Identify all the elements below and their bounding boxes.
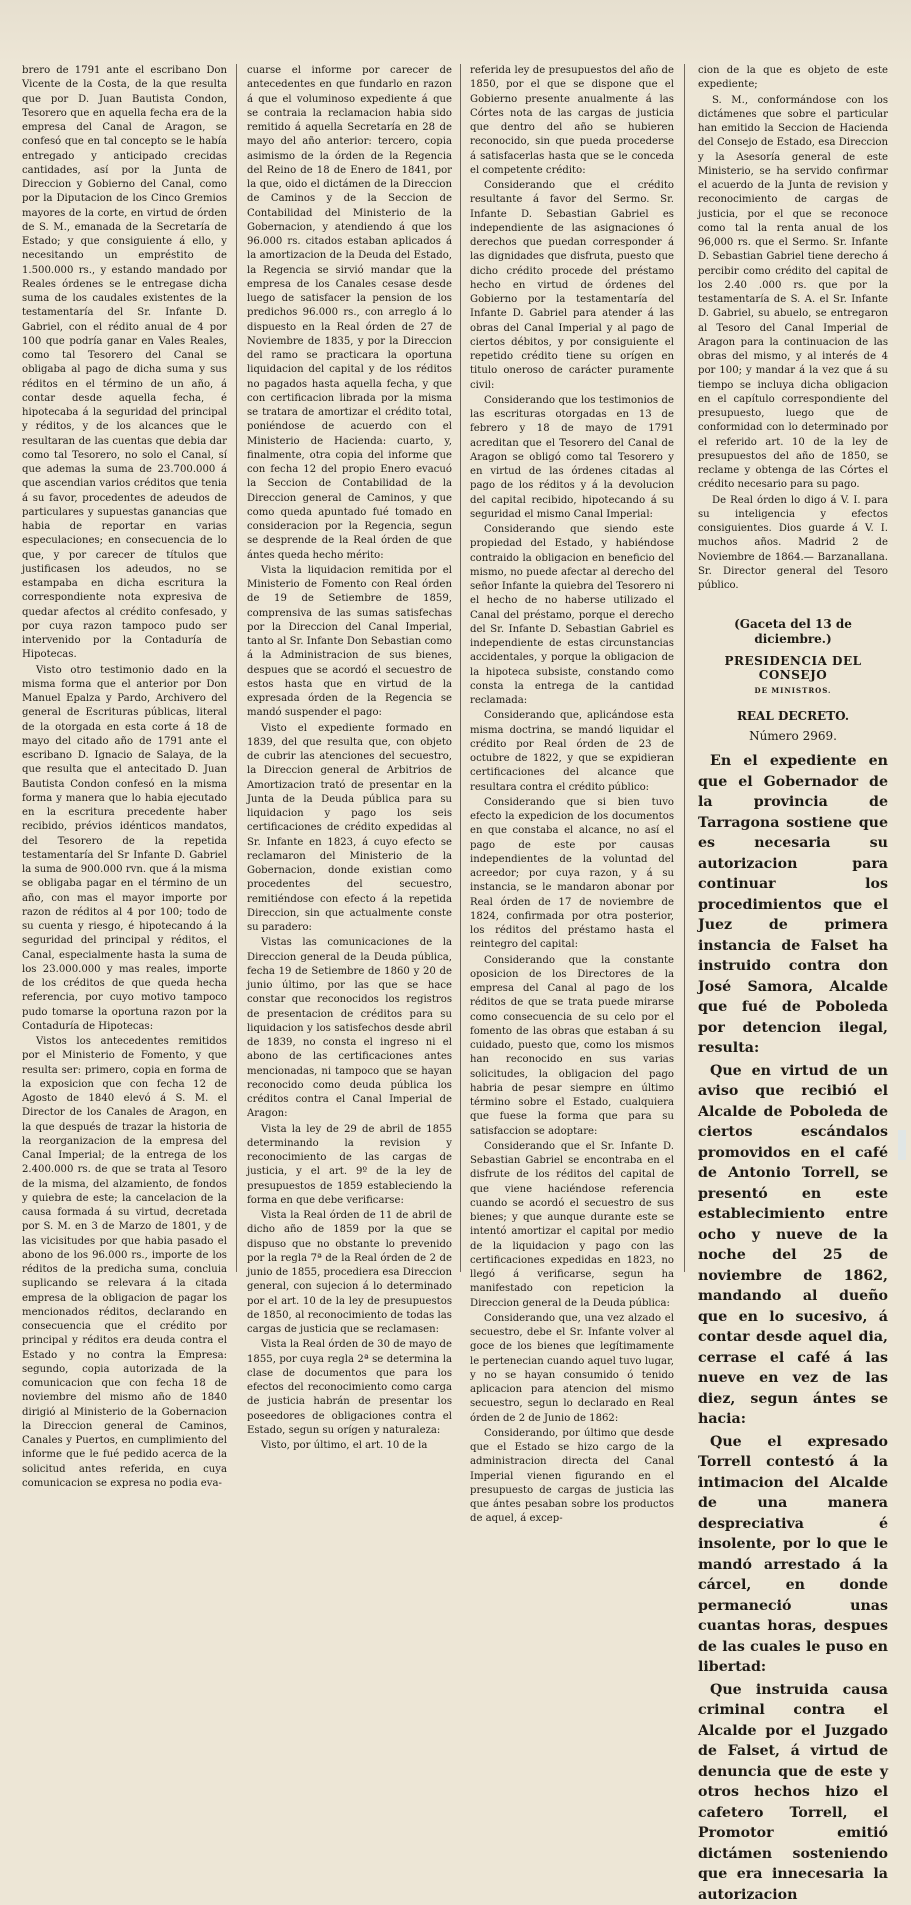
column-4 [698, 64, 888, 1272]
paragraph: Considerando que siendo este propiedad del Estado, y habiéndose contraido la obligacion en beneficio del mismo, no puede afectar al derecho del señor Infante la quiebra del Tesorero ni el hecho de no haberse utilizado el Canal del préstamo, porque el derecho del Sr. Infante D. Sebastian Gabriel es independiente de estas circunstancias accidentales, y porque la obligacion de la hipoteca subsiste, constando como consta la entrega de la cantidad reclamada: [470, 523, 674, 708]
page-top-margin [0, 0, 911, 64]
column-1 [22, 64, 227, 1272]
paragraph: Considerando que el crédito resultante á favor del Sermo. Sr. Infante D. Sebastian Gabriel es independiente de las asignaciones ó derechos que puedan corresponder á las dignidades que disfruta, puesto que dicho crédito procede del préstamo hecho en virtud de órdenes del Gobierno por la testamentaría del Infante D. Gabriel para atender á las obras del Canal Imperial y al pago de ciertos débitos, y por consiguiente el repetido crédito tiene su orígen en titulo oneroso de carácter puramente civil: [470, 179, 674, 393]
paragraph: Vistas las comunicaciones de la Direccion general de la Deuda pública, fecha 19 de Setiembre de 1860 y 20 de junio último, por las que se hace constar que reconocidos los registros de presentacion de créditos para su liquidacion y los satisfechos desde abril de 1839, no consta el ingreso ni el abono de las certificaciones antes mencionadas, ni tampoco que se hayan reconocido como deuda pública los créditos contra el Canal Imperial de Aragon: [247, 936, 452, 1121]
paragraph: Considerando que, una vez alzado el secuestro, debe el Sr. Infante volver al goce de los bienes que legítimamente le pertenecian cuando aquel tuvo lugar, y no se hayan consumido ó tenido aplicacion para atencion del mismo secuestro, segun lo declarado en Real órden de 2 de Junio de 1862: [470, 1312, 674, 1426]
paragraph: cion de la que es objeto de este expediente; [698, 64, 888, 93]
paragraph: Vista la ley de 29 de abril de 1855 determinando la revision y reconocimiento de las cargas de justicia, y el art. 9º de la ley de presupuestos de 1859 estableciendo la forma en que debe verificarse: [247, 1123, 452, 1209]
paragraph: brero de 1791 ante el escribano Don Vicente de la Costa, de la que resulta que por D. Juan Bautista Condon, Tesorero que en aquella fecha era de la empresa del Canal de Aragon, se confesó que en tal concepto se le había entregado y anticipado crecidas cantidades, así por la Junta de Direccion y Gobierno del Canal, como por la Diputacion de los Cinco Gremios mayores de la corte, en virtud de órden de S. M., emanada de la Secretaría de Estado; y que consiguiente á ello, y necesitando un empréstito de 1.500.000 rs., y estando mandado por Reales órdenes se le entregase dicha suma de los caudales existentes de la testamentaría del Sr. Infante D. Gabriel, con el rédito anual de 4 por 100 que podría ganar en Vales Reales, como tal Tesorero del Canal se obligaba al pago de dicha suma y sus réditos en el término de un año, á contar desde aquella fecha, é hipotecaba á la seguridad del principal y réditos, y de los alcances que le resultaran de las cuentas que debia dar como tal Tesorero, no solo el Canal, sí que ademas la suma de 23.700.000 á que ascendian varios créditos que tenia á su favor, procedentes de adeudos de particulares y supuestas ganancias que habia de reportar en varias especulaciones; en consecuencia de lo que, y por carecer de títulos que justificasen los adeudos, no se estampaba en dicha escritura la correspondiente nota expresiva de quedar afectos al crédito confesado, y por cuya razon tampoco pudo ser intervenido por la Contaduría de Hipotecas. [22, 64, 227, 663]
paragraph: Visto el expediente formado en 1839, del que resulta que, con objeto de cubrir las atenciones del secuestro, la Direccion general de Arbitrios de Amortizacion trató de presentar en la Junta de la Deuda pública para su liquidacion y pago los seis certificaciones de crédito expedidas al Sr. Infante en 1823, á cuyo efecto se reclamaron del Ministerio de la Gobernacion, donde existian como procedentes del secuestro, remitiéndose con efecto á la repetida Direccion, sin que actualmente conste su paradero: [247, 722, 452, 936]
paragraph: Considerando que los testimonios de las escrituras otorgadas en 13 de febrero y 18 de mayo de 1791 acreditan que el Tesorero del Canal de Aragon se obligó como tal Tesorero y en virtud de las órdenes citadas al pago de los réditos y á la devolucion del capital recibido, hipotecando á su seguridad el mismo Canal Imperial: [470, 394, 674, 522]
paragraph: Considerando que si bien tuvo efecto la expedicion de los documentos en que constaba el alcance, no así el pago de este por causas independientes de la voluntad del acreedor; por cuya razon, y á su instancia, se le mandaron abonar por Real órden de 17 de noviembre de 1824, confirmada por otra posterior, los réditos del préstamo hasta el reintegro del capital: [470, 796, 674, 953]
paragraph: referida ley de presupuestos del año de 1850, por el que se dispone que el Gobierno presente anualmente á las Córtes nota de las cargas de justicia que dentro del año se hubieren reconocido, sin que pueda procederse á satisfacerlas hasta que se le conceda el competente crédito: [470, 64, 674, 178]
paragraph: Visto otro testimonio dado en la misma forma que el anterior por Don Manuel Epalza y Pardo, Archivero del general de Escrituras públicas, literal de la otorgada en esta corte á 18 de mayo del citado año de 1791 ante el escribano D. Ignacio de Salaya, de la que resulta que el antecitado D. Juan Bautista Condon confesó en la misma forma y manera que lo habia ejecutado en la escritura precedente haber recibido, prévios idénticos mandatos, del Tesorero de la repetida testamentaría del Sr Infante D. Gabriel la suma de 900.000 rvn. que á la misma se obligaba pagar en el término de un año, con mas el mayor importe por razon de réditos al 4 por 100; todo de su cuenta y riesgo, é hipotecando á la seguridad del principal y réditos, el Canal, especialmente hasta la suma de los 23.000.000 y mas reales, importe de los créditos de que queda hecha referencia, por cuyo motivo tampoco pudo tomarse la oportuna razon por la Contaduría de Hipotecas: [22, 664, 227, 1035]
paragraph: Vista la Real órden de 11 de abril de dicho año de 1859 por la que se dispuso que no obstante lo prevenido por la regla 7ª de la Real órden de 2 de junio de 1855, procediera esa Direccion general, con sujecion á lo determinado por el art. 10 de la ley de presupuestos de 1850, al reconocimiento de todas las cargas de justicia que se reclamasen: [247, 1209, 452, 1337]
paper-stain [898, 1130, 906, 1160]
column-divider [684, 64, 685, 1272]
paragraph: Considerando que la constante oposicion de los Directores de la empresa del Canal al pago de los réditos de que se trata puede mirarse como consecuencia de su celo por el fomento de las obras que estaban á su cuidado, puesto que, como los mismos han reconocido en sus varias solicitudes, la obligacion del pago habria de pesar siempre en último término sobre el Estado, cualquiera que fuese la forma que para su satisfaccion se adoptare: [470, 954, 674, 1139]
paragraph: Considerando, por último que desde que el Estado se hizo cargo de la administracion directa del Canal Imperial vienen figurando en el presupuesto de cargas de justicia las que ántes pesaban sobre los productos de aquel, á excep- [470, 1427, 674, 1527]
paragraph: Vista la liquidacion remitida por el Ministerio de Fomento con Real órden de 19 de Setiembre de 1859, comprensiva de las sumas satisfechas por la Direccion del Canal Imperial, tanto al Sr. Infante Don Sebastian como á la Administracion de sus bienes, despues que se acordó el secuestro de estos hasta que en virtud de la expresada órden de la Regencia se mandó suspender el pago: [247, 564, 452, 721]
paragraph: Vistos los antecedentes remitidos por el Ministerio de Fomento, y que resulta ser: primero, copia en forma de la exposicion que con fecha 12 de Agosto de 1840 elevó á S. M. el Director de los Canales de Aragon, en la que después de trazar la historia de la reorganizacion de la empresa del Canal Imperial; de la entrega de los 2.400.000 rs. de que se trata al Tesoro de la misma, del alzamiento, de fondos y quiebra de este; la cancelacion de la causa formada á su virtud, decretada por S. M. en 3 de Marzo de 1801, y de las vicisitudes por que habia pasado el abono de los 96.000 rs., importe de los réditos de la predicha suma, concluia suplicando se relevara á la citada empresa de la obligacion de pagar los mencionados réditos, declarando en consecuencia que el crédito por principal y réditos era deuda contra el Estado y no contra la Empresa: segundo, copia autorizada de la comunicacion que con fecha 18 de noviembre del mismo año de 1840 dirigió al Ministerio de la Gobernacion la Direccion general de Caminos, Canales y Puertos, en cumplimiento del informe que le fué pedido acerca de la solicitud antes referida, en cuya comunicacion se expresa no podia eva- [22, 1035, 227, 1491]
paragraph: Considerando que, aplicándose esta misma doctrina, se mandó liquidar el crédito por Real órden de 23 de octubre de 1822, y que se expidieran certificaciones del alcance que resultara contra el crédito público: [470, 709, 674, 795]
column-divider [236, 64, 237, 1272]
ministers-subheading: DE MINISTROS. [698, 684, 888, 698]
paragraph: Considerando que el Sr. Infante D. Sebastian Gabriel se encontraba en el disfrute de los réditos del capital de que viene haciéndose referencia cuando se acordó el secuestro de sus bienes; y que aunque durante este se intentó amortizar el capital por medio de la liquidacion y pago con las certificaciones expedidas en 1823, no llegó á verificarse, segun ha manifestado con repeticion la Direccion general de la Deuda pública: [470, 1140, 674, 1311]
section-header [698, 617, 888, 743]
decree-paragraph: Que instruida causa criminal contra el Alcalde por el Juzgado de Falset, á virtud de denuncia que de este y otros hechos hizo el cafetero Torrell, el Promotor emitió dictámen sosteniendo que era innecesaria la autorizacion [698, 1680, 888, 1905]
paragraph: Visto, por último, el art. 10 de la [247, 1439, 452, 1453]
decree-paragraph: Que en virtud de un aviso que recibió el Alcalde de Poboleda de ciertos escándalos promovidos en el café de Antonio Torrell, se presentó en este establecimiento entre ocho y nueve de la noche del 25 de noviembre de 1862, mandando al dueño que en lo sucesivo, á contar desde aquel dia, cerrase el café á las nueve en vez de las diez, segun ántes se hacia: [698, 1061, 888, 1430]
presidency-heading: PRESIDENCIA DEL CONSEJO [698, 654, 888, 683]
decree-body [698, 751, 888, 1905]
decree-paragraph: En el expediente en que el Gobernador de la provincia de Tarragona sostiene que es necesaria su autorizacion para continuar los procedimientos que el Juez de primera instancia de Falset ha instruido contra don José Samora, Alcalde que fué de Poboleda por detencion ilegal, resulta: [698, 751, 888, 1059]
column-2 [247, 64, 452, 1272]
column-3 [470, 64, 674, 1272]
decree-title: REAL DECRETO. [698, 709, 888, 723]
paragraph: S. M., conformándose con los dictámenes que sobre el particular han emitido la Seccion de Hacienda del Consejo de Estado, esa Direccion y la Asesoría general de este Ministerio, se ha servido confirmar el acuerdo de la Junta de revision y reconocimiento de cargas de justicia, por el que se reconoce como tal la renta anual de los 96,000 rs. que el Sermo. Sr. Infante D. Sebastian Gabriel tiene derecho á percibir como crédito del capital de los 2.40 .000 rs. que por la testamentaría de S. A. el Sr. Infante D. Gabriel, su abuelo, se entregaron al Tesoro del Canal Imperial de Aragon para la continuacion de las obras del mismo, y al interés de 4 por 100; y mandar á la vez que á su tiempo se incluya dicha obligacion en el capítulo correspondiente del presupuesto, luego que de conformidad con lo determinado por el referido art. 10 de la ley de presupuestos del año de 1850, se reclame y obtenga de las Córtes el crédito necesario para su pago. [698, 94, 888, 493]
column-divider [460, 64, 461, 1272]
decree-paragraph: Que el expresado Torrell contestó á la intimacion del Alcalde de una manera despreciativa é insolente, por lo que le mandó arrestado á la cárcel, en donde permaneció unas cuantas horas, despues de las cuales le puso en libertad: [698, 1432, 888, 1678]
gazette-note: (Gaceta del 13 de diciembre.) [698, 617, 888, 646]
paragraph: De Real órden lo digo á V. I. para su inteligencia y efectos consiguientes. Dios guarde á V. I. muchos años. Madrid 2 de Noviembre de 1864.— Barzanallana. Sr. Director general del Tesoro público. [698, 494, 888, 594]
paragraph: cuarse el informe por carecer de antecedentes en que fundarlo en razon á que el voluminoso expediente á que se contraia la reclamacion habia sido remitido á aquella Secretaría en 28 de mayo del año anterior: tercero, copia asimismo de la órden de la Regencia del Reino de 18 de Enero de 1841, por la que, oido el dictámen de la Direccion de Caminos y de la Seccion de Contabilidad del Ministerio de la Gobernacion, y atendiendo á que los 96.000 rs. citados estaban aplicados á la amortizacion de la Deuda del Estado, la Regencia se sirvió mandar que la empresa de los Canales cesase desde luego de satisfacer la pension de los predichos 96.000 rs., con arreglo á lo dispuesto en la Real órden de 27 de Noviembre de 1835, y por la Direccion del ramo se practicara la oportuna liquidacion del capital y de los réditos no pagados hasta aquella fecha, y que con certificacion librada por la misma se tratara de amortizar el crédito total, poniéndose de acuerdo con el Ministerio de Hacienda: cuarto, y, finalmente, otra copia del informe que con fecha 12 del propio Enero evacuó la Seccion de Contabilidad de la Direccion general de Caminos, y que como queda apuntado fué tomado en consideracion por la Regencia, segun se desprende de la Real órden de que ántes queda hecho mérito: [247, 64, 452, 563]
decree-number: Número 2969. [698, 729, 888, 743]
paragraph: Vista la Real órden de 30 de mayo de 1855, por cuya regla 2ª se determina la clase de documentos que para los efectos del reconocimiento como carga de justicia habrán de presentar los poseedores de obligaciones contra el Estado, segun su orígen y naturaleza: [247, 1338, 452, 1438]
